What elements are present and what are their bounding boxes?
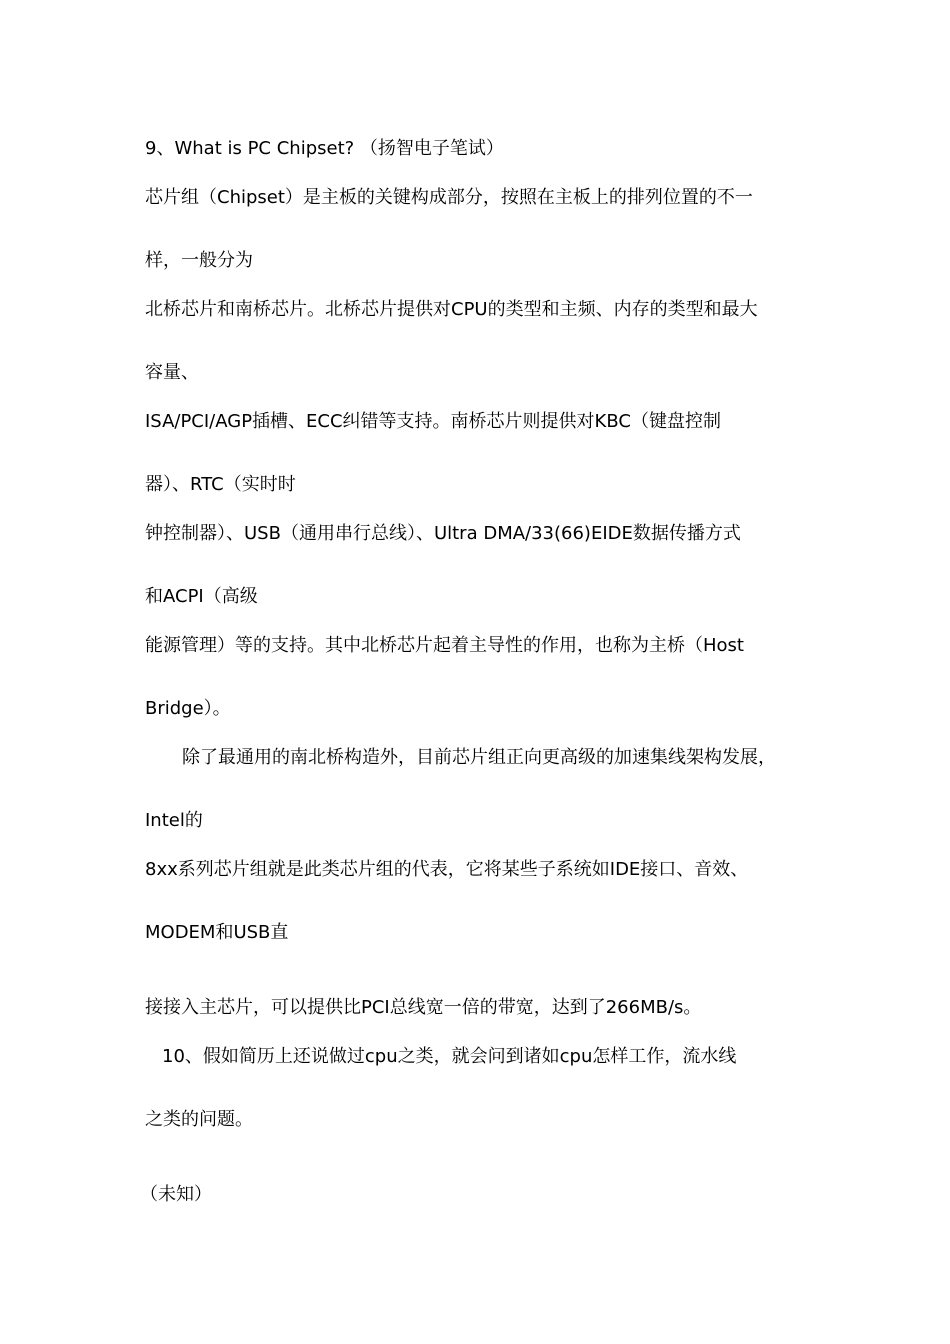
paragraph-line: 除了最通用的南北桥构造外，目前芯片组正向更高级的加速集线架构发展，	[182, 747, 776, 768]
paragraph-line: 8xx系列芯片组就是此类芯片组的代表，它将某些子系统如IDE接口、音效、	[145, 859, 749, 880]
paragraph-line: 钟控制器）、USB（通用串行总线）、Ultra DMA/33(66)EIDE数据传播方式	[145, 523, 741, 544]
paragraph-line: 和ACPI（高级	[145, 586, 258, 607]
paragraph-line: Bridge）。	[145, 698, 231, 719]
answer-unknown: （未知）	[140, 1184, 212, 1205]
paragraph-line: 接接入主芯片，可以提供比PCI总线宽一倍的带宽，达到了266MB/s。	[145, 997, 702, 1018]
question-9-heading: 9、What is PC Chipset? （扬智电子笔试）	[145, 138, 504, 159]
paragraph-line: ISA/PCI/AGP插槽、ECC纠错等支持。南桥芯片则提供对KBC（键盘控制	[145, 411, 721, 432]
paragraph-line: MODEM和USB直	[145, 922, 289, 943]
paragraph-line: 能源管理）等的支持。其中北桥芯片起着主导性的作用，也称为主桥（Host	[145, 635, 744, 656]
paragraph-line: 之类的问题。	[145, 1109, 253, 1130]
paragraph-line: Intel的	[145, 810, 203, 831]
paragraph-line: 容量、	[145, 362, 199, 383]
question-10-heading: 10、假如简历上还说做过cpu之类，就会问到诸如cpu怎样工作，流水线	[162, 1046, 737, 1067]
paragraph-line: 样，一般分为	[145, 250, 253, 271]
paragraph-line: 北桥芯片和南桥芯片。北桥芯片提供对CPU的类型和主频、内存的类型和最大	[145, 299, 758, 320]
paragraph-line: 芯片组（Chipset）是主板的关键构成部分，按照在主板上的排列位置的不一	[145, 187, 753, 208]
paragraph-line: 器）、RTC（实时时	[145, 474, 296, 495]
